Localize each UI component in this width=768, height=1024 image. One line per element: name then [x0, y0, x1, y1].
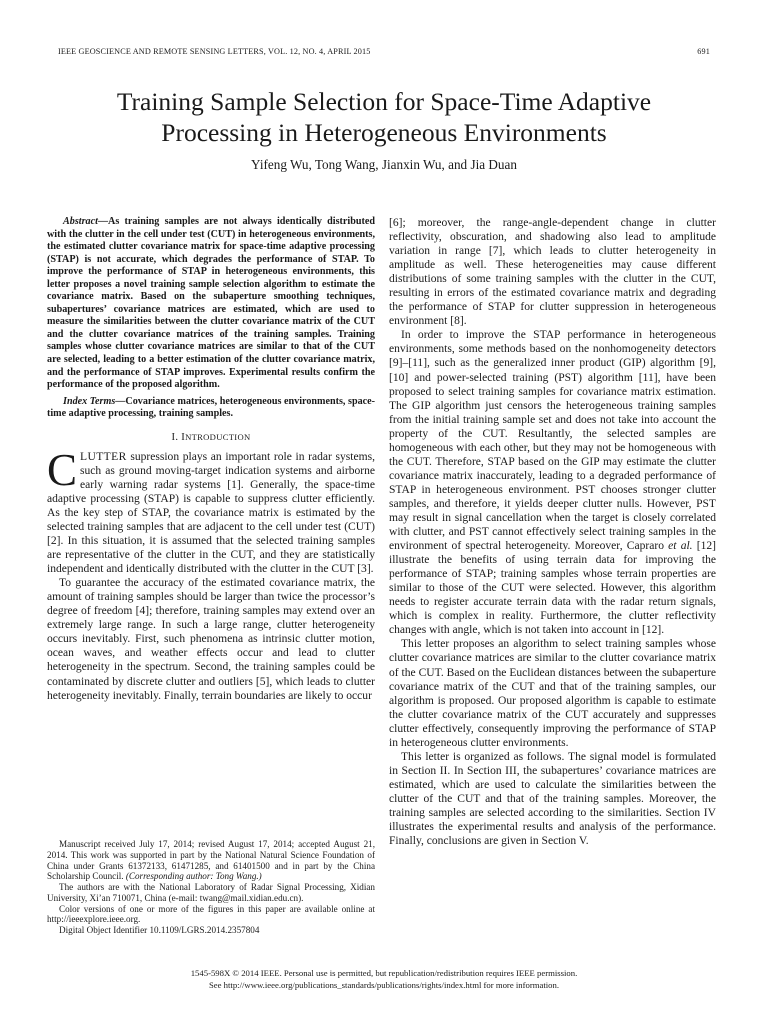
paper-title-line-1: Training Sample Selection for Space-Time Adaptive	[116, 87, 652, 116]
section-title-rest: NTRODUCTION	[185, 431, 251, 442]
footnote-manuscript-text: Manuscript received July 17, 2014; revised August 17, 2014; accepted August 21, 2014. This work was supported in part by the National Natural Science Foundation of China under Grants 61372133, 61471285, and 61401500 and in part by the China Scholarship Council.	[47, 839, 375, 882]
copyright-notice	[40, 968, 728, 991]
drop-cap: C	[47, 444, 78, 495]
right-column	[389, 216, 716, 848]
intro-paragraph-1	[47, 444, 375, 576]
right-paragraph-2	[389, 328, 716, 637]
footnote-manuscript	[47, 839, 375, 882]
running-header	[58, 47, 710, 56]
right-paragraph-2-text-a: In order to improve the STAP performance in heterogeneous environments, some methods based on the nonhomogeneity detectors [9]–[11], such as the generalized inner product (GIP) algorithm [9], [10] and power-selected training (PST) algorithm [11], have been proposed to select training samples for covariance matrix estimation. The GIP algorithm just censors the heterogeneous training samples from the initial training sample set and does not take into account the property of the CUT. Resultantly, the selected samples are homogeneous with each other, but they may not be homogeneous with the CUT. Therefore, STAP based on the GIP may estimate the clutter covariance matrix inaccurately, leading to a degraded performance of STAP in heterogeneous environment. PST chooses stronger clutter samples, and therefore, it yields deeper clutter nulls. However, PST may result in signal cancellation when the target is closely correlated with clutter, and PST cannot effectively select training samples in the environment of spectral heterogeneity. Moreover, Capraro	[389, 329, 716, 553]
right-paragraph-4: This letter is organized as follows. The signal model is formulated in Section II. In Section III, the subapertures’ covariance matrices are estimated, which are used to calculate the similarities between the clutter of the CUT and that of the training samples. Moreover, the training samples are selected according to the similarities. Section IV illustrates the experimental results and analysis of the performance. Finally, conclusions are given in Section V.	[389, 750, 716, 848]
left-column	[47, 216, 375, 703]
paper-title-line-2: Processing in Heterogeneous Environments	[161, 118, 607, 147]
copyright-line-1: 1545-598X © 2014 IEEE. Personal use is permitted, but republication/redistribution requires IEEE permission.	[190, 968, 578, 978]
et-al: et al.	[668, 540, 693, 553]
index-terms	[47, 396, 375, 421]
intro-paragraph-1-text: supression plays an important role in radar systems, such as ground moving-target indication systems and airborne early warning radar systems [1]. Generally, the space-time adaptive processing (STAP) is capable to suppress clutter efficiently. As the key step of STAP, the covariance matrix is estimated by the selected training samples that are adjacent to the cell under test (CUT) [2]. In this situation, it is assumed that the selected training samples are representative of the clutter in the CUT, and they are statistically independent and identically distributed with the clutter in the CUT [3].	[47, 450, 375, 576]
footnotes	[47, 839, 375, 936]
index-terms-text: —Covariance matrices, heterogeneous environments, space-time adaptive processing, training samples.	[47, 395, 375, 420]
footnote-affiliation: The authors are with the National Laboratory of Radar Signal Processing, Xidian University, Xi’an 710071, China (e-mail: twang@mail.xidian.edu.cn).	[47, 882, 375, 903]
section-numeral: I.	[171, 431, 179, 443]
page-number: 691	[697, 47, 710, 56]
right-paragraph-3: This letter proposes an algorithm to select training samples whose clutter covariance matrices are similar to the clutter covariance matrix of the CUT. Based on the Euclidean distances between the subaperture covariance matrix of the CUT and that of the training samples, our algorithm is proposed. Our proposed algorithm is capable to estimate the clutter covariance matrix of the CUT accurately and suppresses clutter effectively, consequently improving the performance of STAP in heterogeneous clutter environments.	[389, 638, 716, 749]
right-paragraph-1: [6]; moreover, the range-angle-dependent change in clutter reflectivity, obscuration, and shadowing also lead to amplitude variation in range [7], which leads to clutter heterogeneity in amplitude as well. These heterogeneities may cause different distributions of some training samples with the clutter in the CUT, resulting in errors of the estimated covariance matrix and degrading the performance of STAP for clutter suppression in heterogeneous environment [8].	[389, 217, 716, 328]
paper-title	[40, 86, 728, 148]
intro-paragraph-2: To guarantee the accuracy of the estimated covariance matrix, the amount of training samples should be larger than twice the processor’s degree of freedom [4]; therefore, training samples may extend over an extremely large range. In such a large range, clutter heterogeneity occurs inevitably. First, such phenomena as intrinsic clutter motion, ocean waves, and weather effects occur and lead to clutter heterogeneity in the spectrum. Second, the training samples could be contaminated by discrete clutter and outliers [5], which leads to clutter heterogeneity inevitably. Finally, terrain boundaries are likely to occur	[47, 577, 375, 702]
abstract-text: —As training samples are not always identically distributed with the clutter in the cell under test (CUT) in heterogeneous environments, the estimated clutter covariance matrix for space-time adaptive processing (STAP) is not accurate, which degrades the performance of STAP. To improve the performance of STAP in heterogeneous environments, this letter proposes a novel training sample selection algorithm to estimate the covariance matrix. Based on the subaperture smoothing techniques, subapertures’ covariance matrices are estimated, which are used to measure the similarities between the clutter covariance matrix of the CUT and the clutter covariance matrices of the training samples. Training samples whose clutter covariance matrices are similar to that of the CUT are selected, leading to a better estimation of the clutter covariance matrix, and the performance of STAP improves. Experimental results confirm the performance of the proposed algorithm.	[47, 216, 375, 391]
copyright-line-2: See http://www.ieee.org/publications_standards/publications/rights/index.html for more information.	[208, 979, 560, 990]
section-title-initial: I	[181, 431, 186, 443]
abstract	[47, 216, 375, 392]
intro-first-word: LUTTER	[80, 450, 127, 463]
index-terms-lead: Index Terms	[63, 395, 116, 407]
journal-name: IEEE GEOSCIENCE AND REMOTE SENSING LETTERS, VOL. 12, NO. 4, APRIL 2015	[58, 47, 371, 56]
footnote-color-versions: Color versions of one or more of the figures in this paper are available online at http://ieeexplore.ieee.org.	[47, 903, 375, 925]
author-list: Yifeng Wu, Tong Wang, Jianxin Wu, and Jia Duan	[251, 157, 517, 172]
section-heading-introduction	[47, 432, 375, 443]
footnote-doi: Digital Object Identifier 10.1109/LGRS.2014.2357804	[59, 925, 260, 935]
abstract-lead: Abstract	[63, 216, 98, 227]
right-paragraph-2-text-b: [12] illustrate the benefits of using terrain data for improving the performance of STAP; training samples whose terrain properties are similar to those of the CUT were selected. However, this algorithm needs to register accurate terrain data with the radar return signals, which is complex in reality. Furthermore, the clutter reflectivity changes with angle, which is not taken into account in [12].	[389, 540, 717, 637]
footnote-corresponding-author: (Corresponding author: Tong Wang.)	[125, 871, 262, 882]
